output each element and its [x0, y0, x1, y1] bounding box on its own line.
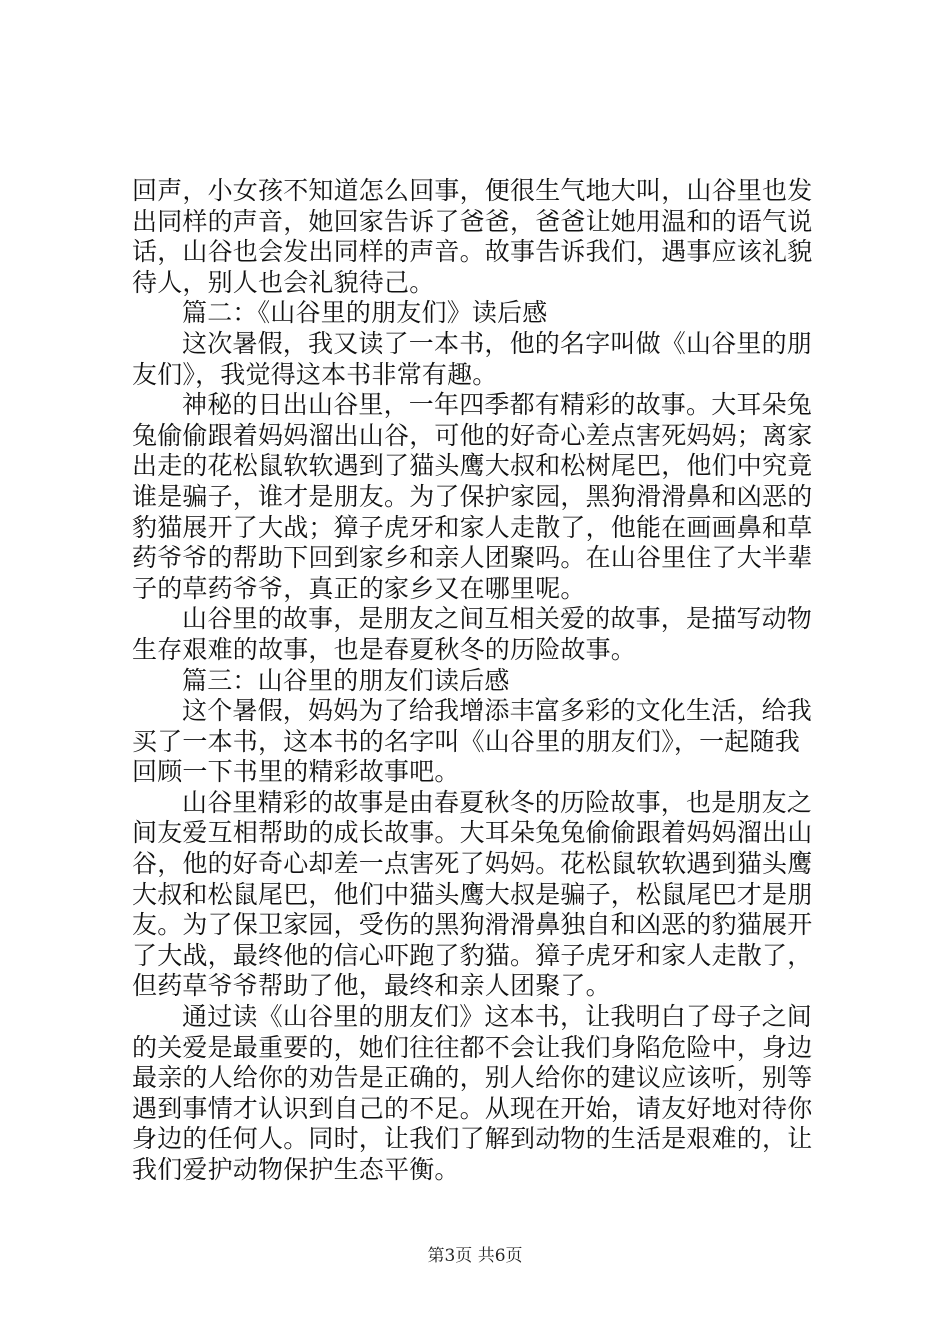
- text-line: 通过读《山谷里的朋友们》这本书，让我明白了母子之间: [182, 1002, 813, 1032]
- text-line: 生存艰难的故事，也是春夏秋冬的历险故事。: [132, 634, 637, 664]
- text-line: 我们爱护动物保护生态平衡。: [132, 1155, 460, 1184]
- text-line: 话，山谷也会发出同样的声音。故事告诉我们，遇事应该礼貌: [132, 237, 813, 267]
- text-line: 但药草爷爷帮助了他，最终和亲人团聚了。: [132, 971, 611, 1001]
- page-footer: 第3页 共6页: [427, 1246, 523, 1266]
- text-line: 大叔和松鼠尾巴，他们中猫头鹰大叔是骗子，松鼠尾巴才是朋: [132, 879, 813, 909]
- text-line: 子的草药爷爷，真正的家乡又在哪里呢。: [132, 573, 586, 603]
- text-line: 回顾一下书里的精彩故事吧。: [132, 757, 460, 787]
- text-line: 篇三：山谷里的朋友们读后感: [182, 665, 510, 695]
- text-line: 出同样的声音，她回家告诉了爸爸，爸爸让她用温和的语气说: [132, 206, 813, 236]
- text-line: 回声，小女孩不知道怎么回事，便很生气地大叫，山谷里也发: [132, 176, 813, 205]
- text-line: 待人，别人也会礼貌待己。: [132, 267, 435, 297]
- text-line: 买了一本书，这本书的名字叫《山谷里的朋友们》，一起随我: [132, 726, 800, 756]
- text-line: 神秘的日出山谷里，一年四季都有精彩的故事。大耳朵兔: [182, 390, 813, 420]
- text-line: 身边的任何人。同时，让我们了解到动物的生活是艰难的，让: [132, 1124, 813, 1154]
- text-line: 友。为了保卫家园，受伤的黑狗滑滑鼻独自和凶恶的豹猫展开: [132, 910, 813, 940]
- text-line: 这次暑假，我又读了一本书，他的名字叫做《山谷里的朋: [182, 328, 813, 358]
- text-line: 这个暑假，妈妈为了给我增添丰富多彩的文化生活，给我: [182, 696, 813, 726]
- text-line: 篇二：《山谷里的朋友们》读后感: [182, 298, 548, 328]
- text-line: 山谷里精彩的故事是由春夏秋冬的历险故事，也是朋友之: [182, 787, 813, 817]
- text-line: 山谷里的故事，是朋友之间互相关爱的故事，是描写动物: [182, 604, 813, 634]
- text-line: 友们》，我觉得这本书非常有趣。: [132, 359, 498, 389]
- text-line: 最亲的人给你的劝告是正确的，别人给你的建议应该听，别等: [132, 1063, 813, 1093]
- text-line: 遇到事情才认识到自己的不足。从现在开始，请友好地对待你: [132, 1093, 813, 1123]
- text-line: 豹猫展开了大战；獐子虎牙和家人走散了，他能在画画鼻和草: [132, 512, 813, 542]
- text-line: 出走的花松鼠软软遇到了猫头鹰大叔和松树尾巴，他们中究竟: [132, 451, 813, 481]
- text-line: 谷，他的好奇心却差一点害死了妈妈。花松鼠软软遇到猫头鹰: [132, 849, 813, 879]
- text-line: 谁是骗子，谁才是朋友。为了保护家园，黑狗滑滑鼻和凶恶的: [132, 481, 813, 511]
- text-line: 的关爱是最重要的，她们往往都不会让我们身陷危险中，身边: [132, 1032, 813, 1062]
- text-line: 药爷爷的帮助下回到家乡和亲人团聚吗。在山谷里住了大半辈: [132, 543, 813, 573]
- text-line: 兔偷偷跟着妈妈溜出山谷，可他的好奇心差点害死妈妈；离家: [132, 420, 813, 450]
- document-body: [132, 176, 832, 1186]
- text-line: 了大战，最终他的信心吓跑了豹猫。獐子虎牙和家人走散了，: [132, 940, 813, 970]
- text-line: 间友爱互相帮助的成长故事。大耳朵兔兔偷偷跟着妈妈溜出山: [132, 818, 813, 848]
